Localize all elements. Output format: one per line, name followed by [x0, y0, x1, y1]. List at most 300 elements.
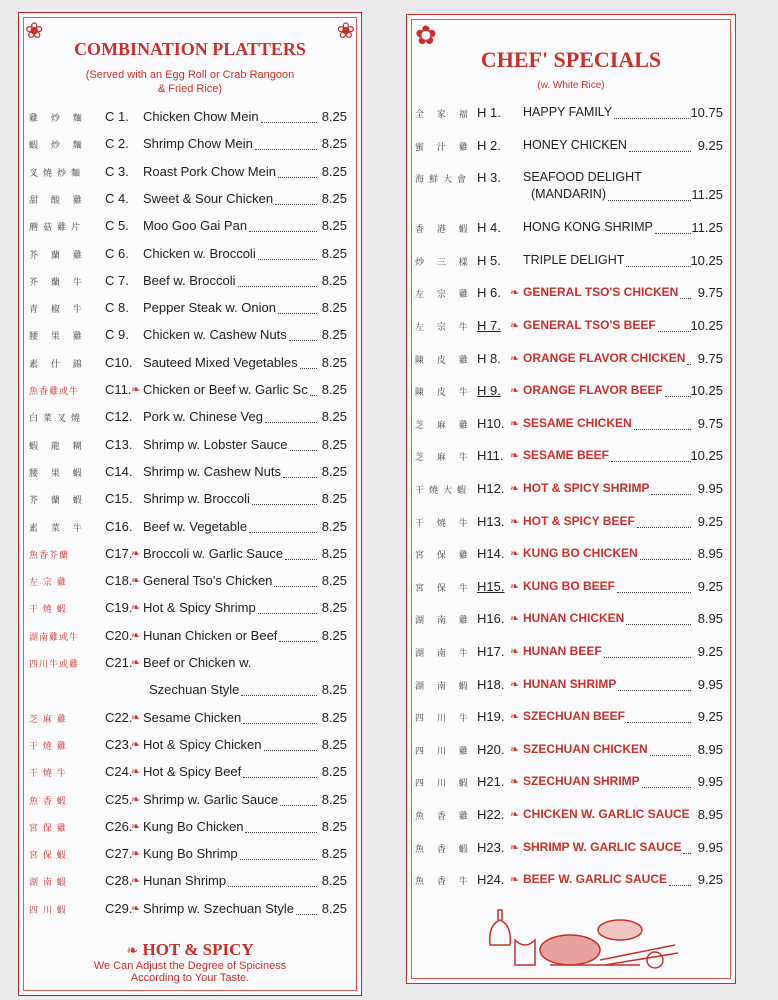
- item-name: Hunan Chicken or Beef: [143, 627, 278, 643]
- item-name: Sauteed Mixed Vegetables: [143, 354, 298, 370]
- item-code: C14.: [105, 463, 133, 479]
- leader-dots: [687, 364, 691, 365]
- leader-dots: [249, 532, 317, 533]
- leader-dots: [274, 586, 317, 587]
- item-price: 10.25: [690, 448, 723, 464]
- item-code: H19.: [477, 709, 505, 725]
- leader-dots: [626, 624, 691, 625]
- leader-dots: [279, 641, 317, 642]
- leader-dots: [629, 151, 691, 152]
- pepper-icon: ❧: [510, 874, 520, 887]
- pepper-icon: ❧: [131, 848, 141, 861]
- list-item: [407, 707, 735, 729]
- leader-dots: [290, 450, 317, 451]
- leader-dots: [255, 149, 317, 150]
- chinese-name: 左 宗 牛: [415, 323, 473, 333]
- list-item: [407, 805, 735, 827]
- list-item: [407, 103, 735, 125]
- list-item: [19, 762, 361, 784]
- item-price: 8.25: [321, 736, 347, 752]
- item-price: 8.25: [321, 436, 347, 452]
- list-item: [19, 325, 361, 347]
- chinese-name: 青 椒 牛: [29, 305, 87, 316]
- item-code: C10.: [105, 354, 133, 370]
- leader-dots: [258, 259, 317, 260]
- item-code: C 8.: [105, 300, 129, 316]
- item-name: Kung Bo Chicken: [143, 818, 244, 834]
- item-price: 8.25: [321, 136, 347, 152]
- section-subtitle: (w. White Rice): [537, 80, 605, 91]
- item-name: Pepper Steak w. Onion: [143, 300, 276, 316]
- item-code: H10.: [477, 415, 505, 431]
- item-name: SESAME BEEF: [523, 448, 610, 463]
- item-price: 8.95: [697, 546, 723, 562]
- leader-dots: [249, 231, 317, 232]
- item-code: H16.: [477, 611, 505, 627]
- item-code: C26.: [105, 818, 133, 834]
- item-code: C27.: [105, 846, 133, 862]
- legend-text: We Can Adjust the Degree of Spiciness: [93, 960, 287, 972]
- chinese-name: 魚 香 蝦: [29, 796, 67, 807]
- section-subtitle: (Served with an Egg Roll or Crab Rangoon: [85, 69, 295, 81]
- item-price: 11.25: [691, 220, 723, 236]
- list-item: [19, 271, 361, 293]
- item-price: 8.25: [321, 491, 347, 507]
- pepper-icon: ❧: [131, 575, 141, 588]
- item-price: 8.25: [321, 545, 347, 561]
- item-code: H22.: [477, 807, 505, 822]
- chinese-name: 甜 酸 雞: [29, 195, 87, 206]
- chinese-name: 湖 南 蝦: [29, 878, 67, 889]
- leader-dots: [283, 477, 317, 478]
- item-code: C22.: [105, 709, 133, 725]
- pepper-icon: ❧: [131, 902, 141, 915]
- leader-dots: [604, 657, 691, 658]
- floral-corner-icon: ✿: [415, 21, 437, 51]
- pepper-icon: ❧: [131, 875, 141, 888]
- item-name: ORANGE FLAVOR CHICKEN: [523, 350, 686, 365]
- pepper-icon: ❧: [131, 711, 141, 724]
- list-item: [407, 316, 735, 338]
- item-name: Pork w. Chinese Veg: [143, 409, 263, 425]
- item-name: Hot & Spicy Beef: [143, 764, 242, 780]
- chinese-name: 陳 皮 雞: [415, 355, 473, 366]
- chinese-name: 四 川 牛: [415, 714, 473, 725]
- list-item: [19, 571, 361, 593]
- section-title: COMBINATION PLATTERS: [74, 39, 306, 59]
- chinese-name: 宮 保 雞: [415, 551, 473, 562]
- item-name: KUNG BO BEEF: [523, 578, 616, 593]
- list-item: [19, 353, 361, 375]
- leader-dots: [289, 340, 317, 341]
- pepper-icon: ❧: [131, 657, 141, 669]
- list-item: [19, 244, 361, 266]
- item-code: C25.: [105, 791, 133, 807]
- leader-dots: [310, 395, 317, 396]
- item-code: H 1.: [477, 105, 501, 120]
- item-price: 8.25: [321, 518, 347, 534]
- list-item: [19, 380, 361, 402]
- bottle-icon: [490, 920, 511, 945]
- chinese-name: 白菜叉燒: [29, 414, 86, 425]
- item-name: Moo Goo Gai Pan: [143, 218, 248, 234]
- leader-dots: [252, 504, 317, 505]
- item-code: H13.: [477, 513, 505, 529]
- item-price: 8.95: [697, 741, 723, 757]
- list-item: [19, 871, 361, 893]
- item-code: H18.: [477, 676, 505, 692]
- pepper-icon: ❧: [510, 580, 520, 593]
- item-code: C 1.: [105, 109, 129, 124]
- list-item: [407, 381, 735, 403]
- item-name: Roast Pork Chow Mein: [143, 163, 276, 179]
- item-code: H23.: [477, 839, 505, 855]
- list-item: [407, 675, 735, 697]
- leader-dots: [651, 494, 691, 495]
- list-item: [19, 544, 361, 566]
- leader-dots: [617, 592, 691, 593]
- item-name: Shrimp w. Szechuan Style: [143, 900, 295, 916]
- item-name: Sweet & Sour Chicken: [143, 190, 274, 206]
- item-name: HUNAN BEEF: [523, 644, 602, 658]
- leader-dots: [608, 200, 691, 201]
- pepper-icon: ❧: [510, 613, 520, 626]
- list-item: [19, 598, 361, 620]
- item-price: 11.25: [691, 187, 723, 203]
- leader-dots: [278, 313, 317, 314]
- list-item: [407, 577, 735, 599]
- chinese-name: 干 燒 蝦: [29, 605, 67, 616]
- item-price: 8.25: [321, 163, 347, 179]
- leader-dots: [275, 204, 317, 205]
- pepper-icon: ❧: [126, 942, 139, 958]
- item-name: HONG KONG SHRIMP: [523, 220, 653, 235]
- item-name: Chicken w. Broccoli: [143, 245, 256, 261]
- item-name: SZECHUAN CHICKEN: [523, 741, 648, 756]
- spicy-legend: [18, 940, 362, 984]
- item-name: Shrimp w. Broccoli: [143, 491, 250, 507]
- pepper-icon: ❧: [510, 678, 520, 691]
- leader-dots: [680, 298, 691, 299]
- list-item: [19, 844, 361, 866]
- item-name: Chicken Chow Mein: [143, 109, 259, 124]
- item-code: H 6.: [477, 285, 501, 301]
- leader-dots: [241, 695, 317, 696]
- leader-dots: [614, 118, 691, 119]
- item-price: 8.25: [321, 409, 347, 425]
- item-code: C21.: [105, 655, 133, 670]
- item-code: C23.: [105, 736, 133, 752]
- leader-dots: [243, 777, 317, 778]
- pepper-icon: ❧: [131, 793, 141, 806]
- chinese-name: 蝦 龍 糊: [29, 441, 87, 452]
- leader-dots: [650, 755, 691, 756]
- leader-dots: [278, 177, 317, 178]
- chinese-name: 四 川 雞: [415, 746, 473, 757]
- chinese-name: 腰 果 雞: [29, 332, 87, 343]
- pepper-icon: ❧: [510, 711, 520, 724]
- item-code: H11.: [477, 448, 504, 464]
- item-price: 8.95: [697, 611, 723, 627]
- item-name: CHICKEN W. GARLIC SAUCE: [523, 807, 690, 821]
- item-code: C18.: [105, 573, 133, 589]
- pepper-icon: ❧: [131, 602, 141, 615]
- chinese-name: 宮 保 牛: [415, 583, 473, 594]
- leader-dots: [637, 527, 691, 528]
- chinese-name: 炒 三 樣: [415, 257, 473, 268]
- chinese-name: 陳 皮 牛: [415, 388, 473, 399]
- item-name: Shrimp w. Lobster Sauce: [143, 436, 288, 452]
- chinese-name: 左 宗 雞: [415, 290, 473, 301]
- chinese-name: 芝 麻 雞: [29, 714, 67, 725]
- item-name: Szechuan Style: [149, 682, 240, 698]
- chinese-name: 芝 麻 牛: [415, 453, 473, 464]
- item-name: Beef w. Broccoli: [143, 272, 236, 288]
- leader-dots: [238, 286, 317, 287]
- list-item: [407, 479, 735, 501]
- item-price: 8.25: [321, 300, 347, 316]
- item-price: 8.25: [321, 682, 347, 698]
- list-item: [19, 216, 361, 238]
- item-name: SEAFOOD DELIGHT: [523, 170, 642, 185]
- chinese-name: 湖南雞或牛: [29, 632, 80, 643]
- item-code: C13.: [105, 436, 133, 452]
- item-price: 8.25: [321, 190, 347, 206]
- item-name-line2: (MANDARIN): [531, 187, 606, 202]
- item-name: HAPPY FAMILY: [523, 105, 613, 119]
- item-code: H 3.: [477, 170, 501, 186]
- item-name: Shrimp w. Garlic Sauce: [143, 791, 279, 807]
- list-item: [407, 642, 735, 664]
- chinese-name: 魚 香 雞: [415, 812, 473, 822]
- pepper-icon: ❧: [131, 629, 141, 642]
- item-code: C28.: [105, 873, 133, 889]
- item-price: 8.25: [321, 764, 347, 780]
- item-code: C12.: [105, 409, 133, 425]
- item-code: C 4.: [105, 190, 129, 206]
- item-code: C20.: [105, 627, 133, 643]
- leader-dots: [642, 787, 691, 788]
- item-price: 8.25: [321, 573, 347, 589]
- leader-dots: [265, 422, 317, 423]
- list-item: [19, 298, 361, 320]
- item-price: 8.25: [321, 873, 347, 889]
- item-code: C16.: [105, 518, 133, 534]
- chinese-name: 蘑菇雞片: [29, 223, 86, 234]
- pepper-icon: ❧: [510, 841, 520, 854]
- item-price: 9.25: [697, 872, 723, 888]
- list-item: [19, 189, 361, 211]
- item-name: Beef w. Vegetable: [143, 518, 248, 534]
- list-item: [19, 626, 361, 648]
- list-item: [407, 168, 735, 203]
- list-item: [407, 740, 735, 762]
- leader-dots: [665, 396, 691, 397]
- item-price: 10.25: [690, 252, 723, 268]
- item-name: SESAME CHICKEN: [523, 415, 632, 430]
- item-price: 10.25: [690, 383, 723, 399]
- leader-dots: [243, 723, 317, 724]
- item-name: HUNAN CHICKEN: [523, 611, 625, 626]
- item-price: 8.25: [321, 791, 347, 807]
- list-item: [407, 349, 735, 371]
- chinese-name: 左 宗 雞: [29, 578, 67, 589]
- item-code: H17.: [477, 644, 505, 659]
- chinese-name: 雞 炒 麵: [29, 114, 87, 124]
- item-name: Beef or Chicken w.: [143, 655, 252, 670]
- item-name: ORANGE FLAVOR BEEF: [523, 383, 663, 398]
- item-price: 8.25: [321, 818, 347, 834]
- list-item: [19, 162, 361, 184]
- item-name: Chicken w. Cashew Nuts: [143, 327, 287, 343]
- item-code: C 7.: [105, 272, 129, 288]
- chinese-name: 素 什 錦: [29, 359, 87, 370]
- chinese-name: 叉燒炒麵: [29, 168, 86, 179]
- item-price: 8.25: [321, 245, 347, 261]
- item-code: C24.: [105, 764, 133, 780]
- item-code: C 5.: [105, 218, 129, 234]
- leader-dots: [683, 853, 691, 854]
- chinese-name: 蜜 汁 雞: [415, 142, 473, 153]
- floral-corner-icon: ❀: [25, 19, 44, 44]
- item-name: HOT & SPICY SHRIMP: [523, 481, 650, 495]
- chinese-name: 干 燒 牛: [29, 769, 67, 780]
- pepper-icon: ❧: [510, 743, 520, 756]
- list-item: [407, 251, 735, 273]
- chinese-name: 魚 香 牛: [415, 877, 473, 888]
- item-price: 8.25: [321, 600, 347, 616]
- list-item: [407, 218, 735, 240]
- pepper-icon: ❧: [131, 384, 141, 396]
- pepper-icon: ❧: [510, 450, 520, 463]
- chinese-name: 腰 果 蝦: [29, 468, 87, 479]
- leader-dots: [296, 914, 317, 915]
- leader-dots: [245, 832, 317, 833]
- item-price: 9.25: [697, 709, 723, 725]
- chinese-name: 芥 蘭 雞: [29, 250, 87, 261]
- pepper-icon: ❧: [510, 515, 520, 528]
- bottle-neck: [498, 910, 502, 920]
- cup-icon: [515, 940, 535, 965]
- item-code: C 9.: [105, 327, 129, 343]
- pepper-icon: ❧: [510, 809, 520, 821]
- list-item: [407, 414, 735, 436]
- chinese-name: 全 家 福: [415, 110, 473, 120]
- pepper-icon: ❧: [510, 320, 520, 332]
- item-name: SZECHUAN SHRIMP: [523, 774, 640, 789]
- item-code: C 6.: [105, 245, 129, 261]
- item-name: General Tso's Chicken: [143, 573, 273, 589]
- chinese-name: 干 燒 牛: [415, 518, 473, 529]
- item-name: GENERAL TSO'S BEEF: [523, 318, 656, 332]
- list-item: [407, 544, 735, 566]
- chinese-name: 素 菜 牛: [29, 523, 87, 534]
- pepper-icon: ❧: [131, 820, 141, 833]
- item-price: 9.75: [697, 415, 723, 431]
- leader-dots: [300, 368, 317, 369]
- item-code: H15.: [477, 578, 505, 594]
- pepper-icon: ❧: [131, 547, 141, 560]
- leader-dots: [655, 233, 691, 234]
- item-code: H12.: [477, 481, 505, 496]
- item-name: BEEF W. GARLIC SAUCE: [523, 872, 668, 887]
- item-code: H24.: [477, 872, 505, 888]
- leader-dots: [618, 690, 691, 691]
- list-item: [407, 446, 735, 468]
- item-price: 9.95: [697, 774, 723, 790]
- list-item: [19, 489, 361, 511]
- pepper-icon: ❧: [131, 766, 141, 779]
- item-price: 8.25: [321, 846, 347, 862]
- item-name: Chicken or Beef w. Garlic Sc: [143, 382, 308, 397]
- item-price: 10.75: [690, 105, 723, 120]
- pepper-icon: ❧: [510, 287, 520, 300]
- floral-corner-icon: ❀: [336, 19, 355, 44]
- item-name: Broccoli w. Garlic Sauce: [143, 545, 284, 561]
- item-code: C 3.: [105, 163, 129, 179]
- item-name: TRIPLE DELIGHT: [523, 252, 625, 267]
- pepper-icon: ❧: [510, 417, 520, 430]
- item-code: H 7.: [477, 318, 501, 333]
- list-item: [407, 870, 735, 892]
- chinese-name: 干燒大蝦: [415, 486, 472, 496]
- section-subtitle: & Fried Rice): [157, 83, 223, 95]
- legend-text: According to Your Taste.: [130, 972, 250, 984]
- chinese-name: 宮 保 蝦: [29, 851, 67, 862]
- legend-title: HOT & SPICY: [142, 940, 254, 959]
- list-item: [19, 680, 361, 702]
- list-item: [407, 136, 735, 158]
- item-code: C29.: [105, 900, 133, 916]
- leader-dots: [285, 559, 317, 560]
- item-price: 8.25: [321, 382, 347, 397]
- item-code: H 9.: [477, 383, 501, 399]
- item-price: 8.25: [321, 327, 347, 343]
- chinese-name: 魚香雞或牛: [29, 387, 80, 397]
- item-code: H14.: [477, 546, 505, 562]
- item-name: Kung Bo Shrimp: [143, 846, 238, 862]
- item-code: C19.: [105, 600, 133, 616]
- list-item: [19, 817, 361, 839]
- list-item: [19, 134, 361, 156]
- food-illustration: [480, 905, 680, 975]
- list-item: [407, 838, 735, 860]
- item-price: 9.25: [697, 578, 723, 594]
- item-code: C 2.: [105, 136, 129, 152]
- leader-dots: [228, 886, 317, 887]
- pepper-icon: ❧: [510, 483, 520, 495]
- chinese-name: 芝 麻 雞: [415, 420, 473, 431]
- chopsticks-icon: [600, 945, 678, 965]
- item-name: GENERAL TSO'S CHICKEN: [523, 285, 679, 300]
- chinese-name: 芥 蘭 牛: [29, 277, 87, 288]
- item-code: C15.: [105, 491, 133, 507]
- leader-dots: [669, 885, 691, 886]
- list-item: [407, 283, 735, 305]
- list-item: [19, 899, 361, 921]
- list-item: [407, 512, 735, 534]
- item-price: 8.25: [321, 218, 347, 234]
- item-price: 8.25: [321, 354, 347, 370]
- pepper-icon: ❧: [510, 776, 520, 789]
- chinese-name: 魚香芥蘭: [29, 550, 70, 561]
- combination-platters-panel: [18, 12, 362, 996]
- item-code: H20.: [477, 741, 505, 757]
- chinese-name: 四 川 蝦: [29, 905, 67, 916]
- item-name: Hot & Spicy Shrimp: [143, 600, 256, 616]
- chinese-name: 四川牛或雞: [29, 660, 80, 670]
- chinese-name: 香 港 蝦: [415, 225, 473, 236]
